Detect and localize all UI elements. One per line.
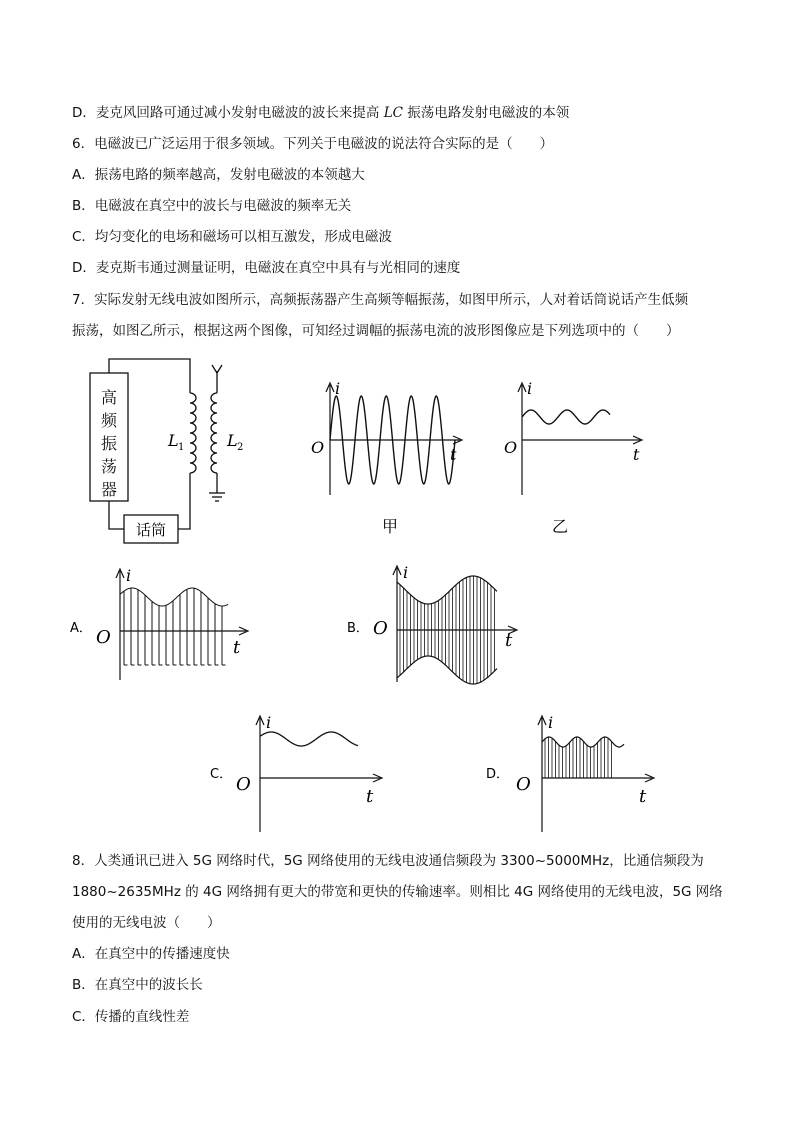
q6-option-d: D．麦克斯韦通过测量证明，电磁波在真空中具有与光相同的速度 — [72, 260, 461, 276]
q6-stem: 6．电磁波已广泛运用于很多领域。下列关于电磁波的说法符合实际的是（ ） — [72, 136, 554, 152]
origin-label: O — [504, 438, 518, 457]
q7-stem-line1: 7．实际发射无线电波如图所示，高频振荡器产生高频等幅振荡，如图甲所示，人对着话筒说话产生低频 — [72, 292, 689, 308]
q8-stem-line2: 1880~2635MHz 的 4G 网络拥有更大的带宽和更快的传输速率。则相比 4G 网络使用的无线电波，5G 网络 — [72, 884, 723, 900]
q6-option-a: A．振荡电路的频率越高，发射电磁波的本领越大 — [72, 167, 365, 183]
q8-option-b: B．在真空中的波长长 — [72, 977, 203, 993]
option-letter: D． — [486, 767, 510, 782]
q5-option-d — [72, 104, 569, 122]
osc-char: 振 — [100, 434, 118, 453]
low-frequency-wave — [522, 410, 610, 424]
osc-char: 高 — [100, 388, 118, 407]
option-letter: C． — [210, 767, 233, 782]
i-label: i — [126, 566, 132, 585]
option-c-graph — [208, 712, 398, 837]
option-letter: A． — [70, 621, 92, 636]
lower-envelope — [397, 656, 497, 684]
q8-option-a: A．在真空中的传播速度快 — [72, 946, 230, 962]
option-b-graph — [345, 562, 535, 687]
origin-label: O — [516, 774, 531, 795]
l1-subscript: 1 — [178, 442, 185, 453]
l2-label: L — [227, 431, 238, 450]
l2-subscript: 2 — [237, 442, 244, 453]
q7-stem-line2: 振荡，如图乙所示，根据这两个图像，可知经过调幅的振荡电流的波形图像应是下列选项中的（ ） — [72, 323, 680, 339]
i-label: i — [403, 563, 409, 582]
osc-char: 器 — [100, 480, 118, 499]
i-label: i — [335, 379, 341, 398]
q8-stem-line3: 使用的无线电波（ ） — [72, 915, 221, 931]
option-d-waveform — [542, 737, 624, 778]
option-c-waveform — [260, 732, 358, 746]
q5-option-d-pre: D．麦克风回路可通过减小发射电磁波的波长来提高 — [72, 105, 380, 121]
osc-char: 频 — [100, 411, 118, 430]
l1-coil — [190, 393, 196, 473]
option-letter: B． — [347, 621, 369, 636]
upper-envelope — [397, 576, 497, 604]
origin-label: O — [373, 618, 388, 639]
i-label: i — [527, 379, 533, 398]
t-label: t — [450, 445, 457, 464]
circuit-diagram — [80, 355, 255, 550]
oscillation-lines — [545, 737, 612, 778]
oscillator-label — [101, 388, 118, 499]
q8-stem-line1: 8．人类通讯已进入 5G 网络时代，5G 网络使用的无线电波通信频段为 3300~5000MHz，比通信频段为 — [72, 853, 704, 869]
i-label: i — [548, 713, 554, 732]
q5-option-d-lc: LC — [383, 105, 403, 121]
l2-coil — [211, 393, 217, 473]
q6-option-b: B．电磁波在真空中的波长与电磁波的频率无关 — [72, 198, 352, 214]
origin-label: O — [236, 774, 251, 795]
t-label: t — [505, 630, 513, 651]
q5-option-d-post: 振荡电路发射电磁波的本领 — [407, 105, 570, 121]
option-a-graph — [68, 565, 258, 685]
t-label: t — [633, 445, 640, 464]
q6-option-c: C．均匀变化的电场和磁场可以相互激发，形成电磁波 — [72, 229, 392, 245]
graph-yi — [500, 380, 660, 540]
i-label: i — [266, 713, 272, 732]
option-d-graph — [484, 712, 664, 837]
origin-label: O — [311, 438, 325, 457]
t-label: t — [639, 786, 647, 807]
caption-yi: 乙 — [551, 517, 569, 536]
microphone-label: 话筒 — [135, 521, 167, 539]
caption-jia: 甲 — [381, 517, 399, 536]
osc-char: 荡 — [100, 457, 118, 476]
option-a-waveform — [120, 588, 228, 665]
t-label: t — [366, 786, 374, 807]
q8-option-c: C．传播的直线性差 — [72, 1009, 190, 1025]
l1-label: L — [168, 431, 179, 450]
t-label: t — [233, 637, 241, 658]
graph-jia — [305, 380, 470, 540]
origin-label: O — [96, 627, 111, 648]
